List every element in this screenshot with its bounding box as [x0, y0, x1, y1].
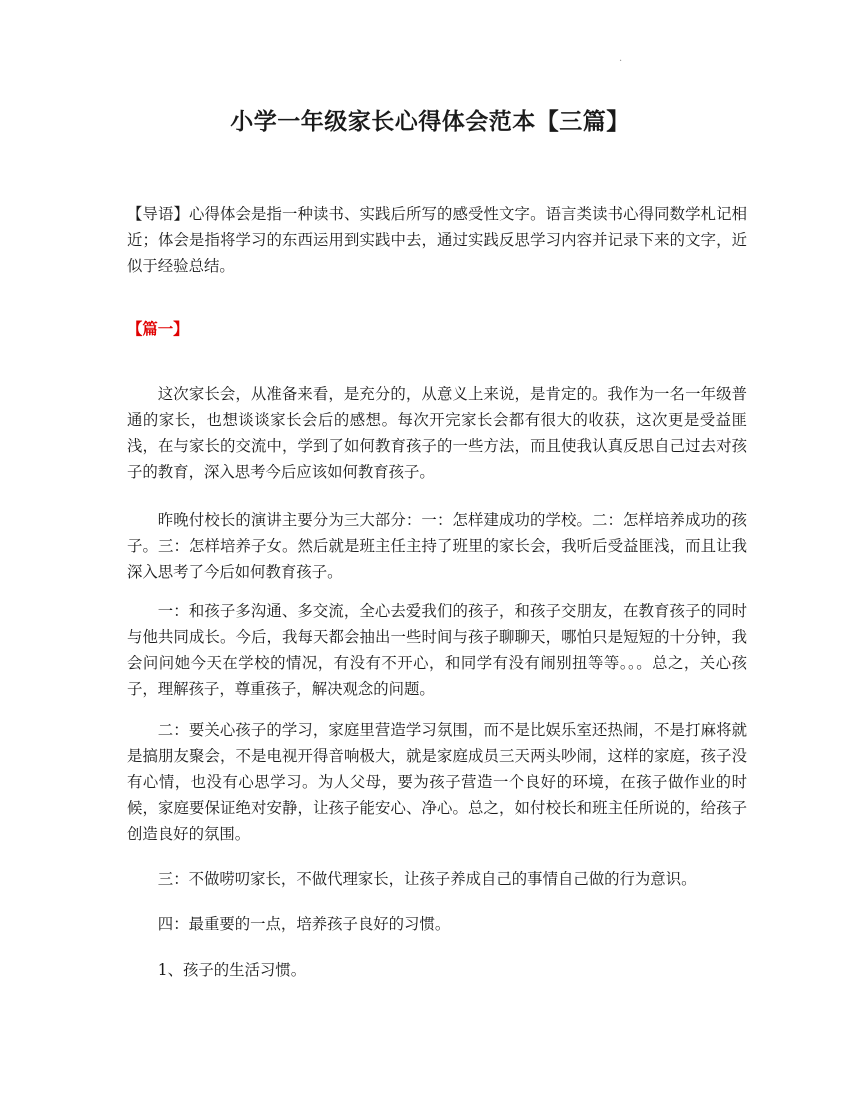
intro-paragraph: 【导语】心得体会是指一种读书、实践后所写的感受性文字。语言类读书心得同数学札记相近；体会是指将学习的东西运用到实践中去，通过实践反思学习内容并记录下来的文字，近似于经验总结。 — [127, 205, 747, 275]
body-paragraph-4: 二：要关心孩子的学习，家庭里营造学习氛围，而不是比娱乐室还热闹，不是打麻将就是搞朋友聚会，不是电视开得音响极大，就是家庭成员三天两头吵闹，这样的家庭，孩子没有心情，也没有心思学习。为人父母，要为孩子营造一个良好的环境，在孩子做作业的时候，家庭要保证绝对安静，让孩子能安心、净心。总之，如付校长和班主任所说的，给孩子创造良好的氛围。 — [127, 721, 747, 843]
body-paragraph-3: 一：和孩子多沟通、多交流，全心去爱我们的孩子，和孩子交朋友，在教育孩子的同时与他共同成长。今后，我每天都会抽出一些时间与孩子聊聊天，哪怕只是短短的十分钟，我会问问她今天在学校的情况，有没有不开心，和同学有没有闹别扭等等。。。总之，关心孩子，理解孩子，尊重孩子，解决观念的问题。 — [127, 602, 747, 698]
body-paragraph-1: 这次家长会，从准备来看，是充分的，从意义上来说，是肯定的。我作为一名一年级普通的家长，也想谈谈家长会后的感想。每次开完家长会都有很大的收获，这次更是受益匪浅，在与家长的交流中，学到了如何教育孩子的一些方法，而且使我认真反思自己过去对孩子的教育，深入思考今后应该如何教育孩子。 — [127, 385, 747, 481]
section-heading-1: 【篇一】 — [127, 320, 189, 338]
body-paragraph-6: 四：最重要的一点，培养孩子良好的习惯。 — [157, 915, 451, 933]
header-dot: · — [619, 56, 623, 67]
body-paragraph-5: 三：不做唠叨家长，不做代理家长，让孩子养成自己的事情自己做的行为意识。 — [157, 870, 697, 888]
document-title: 小学一年级家长心得体会范本【三篇】 — [230, 109, 630, 135]
body-paragraph-7: 1、孩子的生活习惯。 — [157, 961, 307, 979]
body-paragraph-2: 昨晚付校长的演讲主要分为三大部分：一：怎样建成功的学校。二：怎样培养成功的孩子。三：怎样培养子女。然后就是班主任主持了班里的家长会，我听后受益匪浅，而且让我深入思考了今后如何教育孩子。 — [127, 511, 747, 581]
